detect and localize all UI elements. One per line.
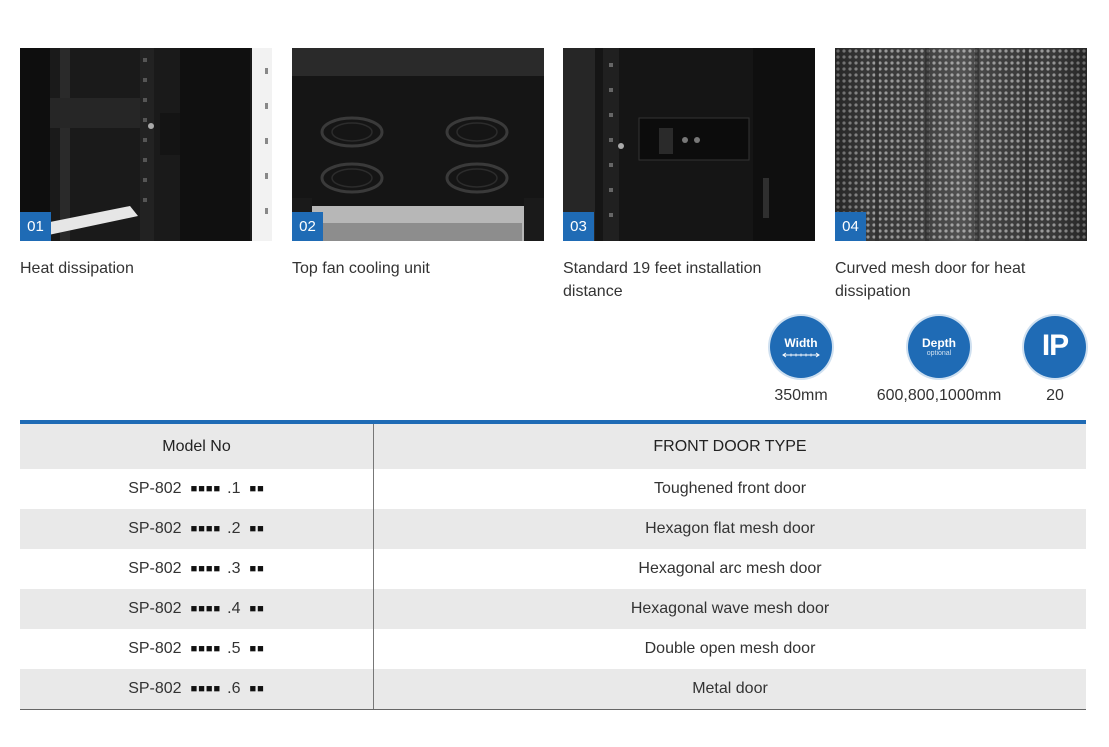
model-prefix: SP-802 (128, 680, 182, 697)
width-icon (770, 316, 832, 378)
model-suffix: .4 (227, 600, 241, 617)
front-door-table (20, 420, 1086, 710)
header-model-no: Model No (20, 424, 374, 469)
table-header-row (20, 424, 1086, 469)
door-type-cell: Toughened front door (653, 480, 807, 497)
table-row (20, 549, 1086, 589)
feature-card-heat-dissipation (20, 48, 272, 280)
feature-card-mesh-door (835, 48, 1087, 303)
depth-label: Depth (922, 336, 956, 350)
model-cell (20, 549, 374, 589)
model-code-blocks: ■■ (249, 563, 265, 575)
model-cell (20, 669, 374, 709)
model-code-blocks: ■■■■ (190, 483, 222, 495)
model-prefix: SP-802 (128, 520, 182, 537)
model-prefix: SP-802 (128, 600, 182, 617)
door-type-cell: Hexagonal wave mesh door (630, 600, 830, 617)
model-cell (20, 589, 374, 629)
depth-icon (908, 316, 970, 378)
rack-frame-photo (20, 48, 272, 241)
feature-card-fan-unit (292, 48, 544, 280)
model-suffix: .1 (227, 480, 241, 497)
header-door-type: FRONT DOOR TYPE (653, 437, 807, 455)
model-code-blocks: ■■■■ (190, 643, 222, 655)
mesh-door-photo (835, 48, 1087, 241)
model-code-blocks: ■■ (249, 603, 265, 615)
model-cell (20, 469, 374, 509)
model-prefix: SP-802 (128, 560, 182, 577)
mounting-rail-photo (563, 48, 815, 241)
model-suffix: .6 (227, 680, 241, 697)
feature-number: 01 (20, 212, 51, 241)
model-prefix: SP-802 (128, 480, 182, 497)
feature-caption: Curved mesh door for heat dissipation (835, 260, 1026, 300)
ip-value: 20 (1046, 387, 1064, 404)
feature-caption: Standard 19 feet installation distance (563, 260, 762, 300)
model-prefix: SP-802 (128, 640, 182, 657)
feature-number: 02 (292, 212, 323, 241)
door-type-cell: Metal door (692, 680, 768, 697)
feature-caption: Top fan cooling unit (292, 260, 430, 277)
depth-badge (876, 316, 1002, 405)
ruler-arrow-icon (782, 352, 820, 358)
depth-sublabel: optional (926, 350, 952, 357)
model-code-blocks: ■■ (249, 483, 265, 495)
model-code-blocks: ■■ (249, 683, 265, 695)
feature-caption: Heat dissipation (20, 260, 134, 277)
model-code-blocks: ■■■■ (190, 523, 222, 535)
model-suffix: .3 (227, 560, 241, 577)
feature-number: 04 (835, 212, 866, 241)
ip-badge (1024, 316, 1086, 405)
table-row (20, 629, 1086, 669)
fan-unit-photo (292, 48, 544, 241)
model-cell (20, 629, 374, 669)
width-value: 350mm (774, 387, 828, 404)
ip-icon (1024, 316, 1086, 378)
model-code-blocks: ■■■■ (190, 603, 222, 615)
feature-card-19in-mount (563, 48, 815, 303)
model-code-blocks: ■■ (249, 643, 265, 655)
door-type-cell: Hexagonal arc mesh door (638, 560, 822, 577)
table-row (20, 589, 1086, 629)
model-cell (20, 509, 374, 549)
door-type-cell: Double open mesh door (644, 640, 816, 657)
width-badge (768, 316, 834, 405)
feature-number: 03 (563, 212, 594, 241)
model-suffix: .5 (227, 640, 241, 657)
table-row (20, 469, 1086, 509)
table-row (20, 669, 1086, 709)
model-code-blocks: ■■■■ (190, 683, 222, 695)
ip-label: IP (1041, 329, 1069, 362)
width-label: Width (784, 336, 818, 350)
door-type-cell: Hexagon flat mesh door (645, 520, 815, 537)
model-code-blocks: ■■ (249, 523, 265, 535)
depth-value: 600,800,1000mm (876, 387, 1002, 404)
model-code-blocks: ■■■■ (190, 563, 222, 575)
model-suffix: .2 (227, 520, 241, 537)
table-row (20, 509, 1086, 549)
